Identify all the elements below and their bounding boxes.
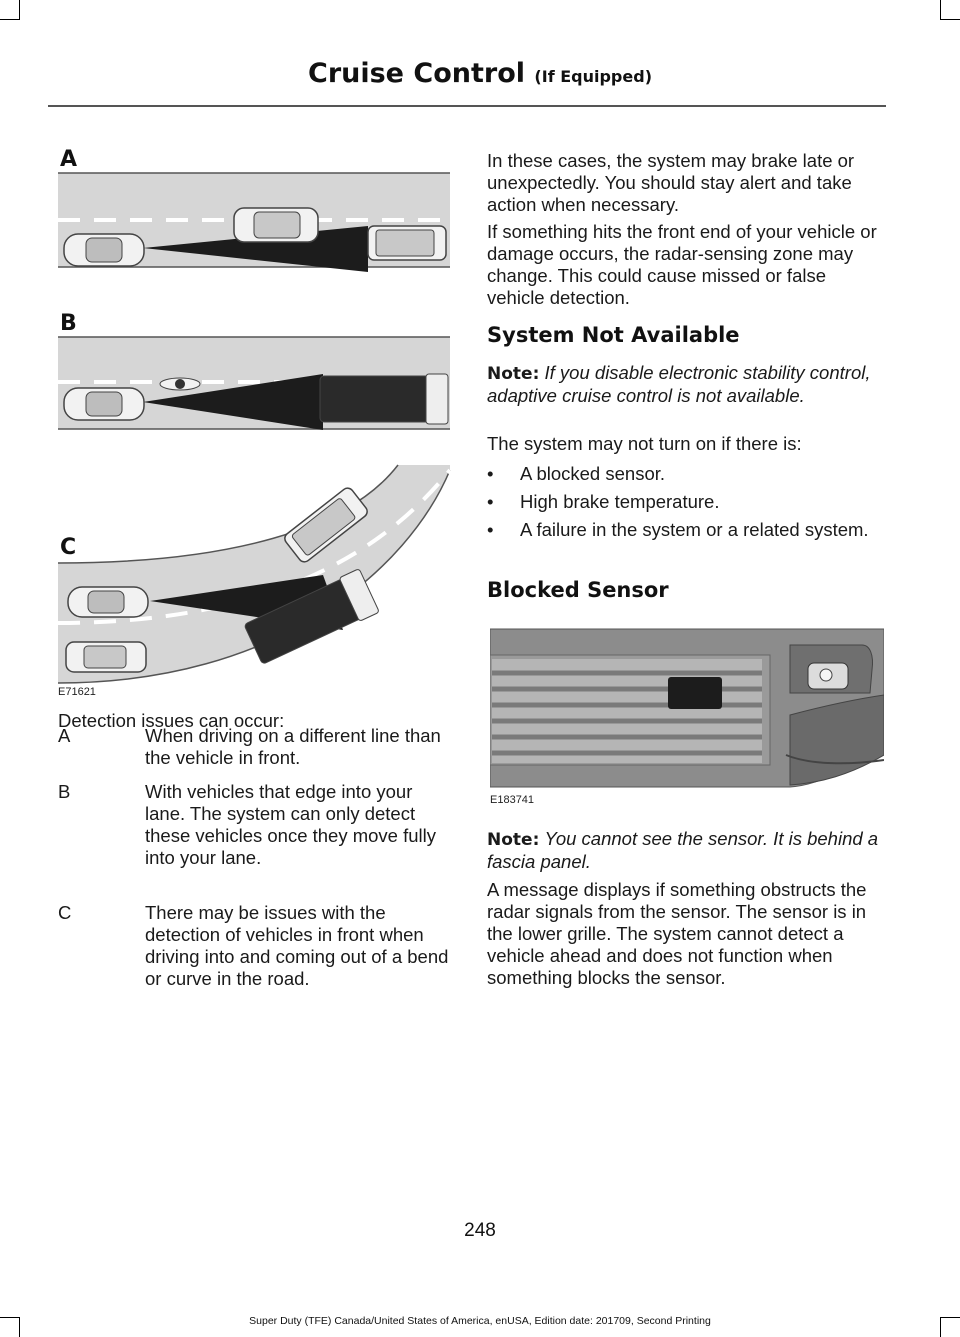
note — [487, 362, 883, 407]
definition-key: C — [58, 902, 72, 923]
bumper-sensor-illustration — [490, 615, 884, 805]
page-title-sub: (If Equipped) — [534, 67, 652, 86]
note-text: You cannot see the sensor. It is behind a fascia panel. — [487, 828, 879, 872]
crop-mark — [940, 0, 941, 20]
own-vehicle-icon — [64, 388, 144, 420]
definition-key: A — [58, 725, 71, 746]
crop-mark — [19, 0, 20, 20]
paragraph: In these cases, the system may brake late or unexpectedly. You should stay alert and take action when necessary. — [487, 150, 855, 215]
definition-text: With vehicles that edge into your lane. The system can only detect these vehicles once they move fully into your lane. — [145, 781, 437, 868]
crop-mark — [940, 19, 960, 20]
definition-text: There may be issues with the detection of vehicles in front when driving into and coming out of a bend or curve in the road. — [145, 902, 449, 989]
bullet-icon: • — [487, 519, 494, 540]
bullet-icon: • — [487, 491, 494, 512]
note-label: Note: — [487, 364, 540, 384]
bullet-icon: • — [487, 463, 494, 484]
definition-key: B — [58, 781, 71, 802]
detection-diagram — [58, 140, 452, 700]
paragraph: The system may not turn on if there is: — [487, 433, 802, 454]
truck-icon — [320, 374, 448, 424]
section-heading: System Not Available — [487, 323, 740, 347]
figure-code: E183741 — [490, 794, 535, 806]
note — [487, 828, 883, 873]
vehicle-icon — [66, 642, 146, 672]
paragraph: A message displays if something obstructs the radar signals from the sensor. The sensor is in the lower grille. The system cannot detect a vehicle ahead and does not function when something blocks the sensor. — [487, 879, 867, 988]
crop-mark — [0, 19, 20, 20]
own-vehicle-icon — [68, 587, 148, 617]
section-heading: Blocked Sensor — [487, 578, 669, 602]
note-label: Note: — [487, 830, 540, 850]
header-divider — [48, 105, 886, 107]
road-scenario-b — [58, 337, 450, 430]
note-text: If you disable electronic stability control, adaptive cruise control is not available. — [487, 362, 871, 406]
footer-edition: Super Duty (TFE) Canada/United States of America, enUSA, Edition date: 201709, Second Printing — [249, 1315, 711, 1327]
page-title — [0, 58, 960, 89]
bullet-text: High brake temperature. — [520, 491, 720, 512]
radar-sensor-icon — [668, 677, 722, 709]
detection-intro: Detection issues can occur: — [58, 710, 285, 731]
road-scenario-c — [58, 465, 450, 683]
figure-label-b: B — [60, 311, 77, 336]
road-scenario-a — [58, 173, 450, 272]
fog-light-icon — [808, 663, 848, 689]
figure-label-a: A — [60, 147, 78, 172]
bullet-text: A blocked sensor. — [520, 463, 666, 484]
motorcycle-icon — [160, 378, 200, 390]
definition-text: When driving on a different line than the vehicle in front. — [145, 725, 441, 768]
vehicle-icon — [368, 226, 446, 260]
own-vehicle-icon — [64, 234, 144, 266]
paragraph: If something hits the front end of your vehicle or damage occurs, the radar-sensing zone may change. This could cause missed or false vehicle detection. — [487, 221, 877, 308]
figure-label-c: C — [60, 535, 77, 560]
bullet-text: A failure in the system or a related system. — [520, 519, 869, 540]
page-number: 248 — [464, 1220, 496, 1241]
grille-icon — [492, 659, 762, 763]
figure-code: E71621 — [58, 686, 96, 698]
vehicle-icon — [234, 208, 318, 242]
page-title-main: Cruise Control — [308, 58, 526, 89]
